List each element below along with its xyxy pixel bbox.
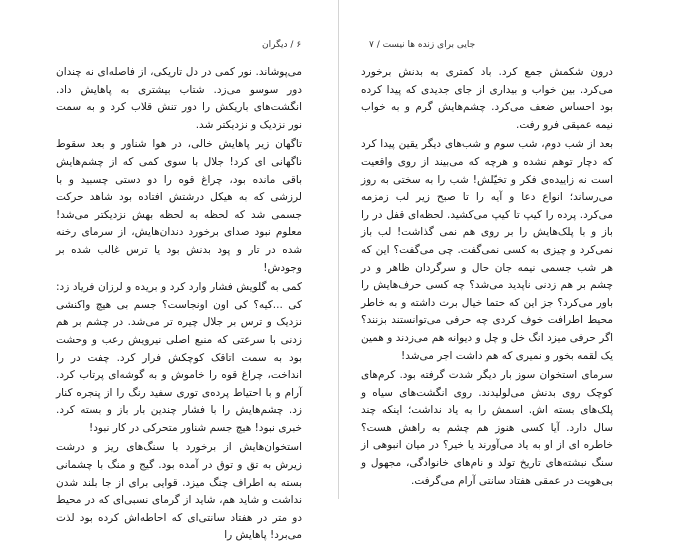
left-page-body <box>56 64 302 545</box>
paragraph: درون شکمش جمع کرد. باد کمتری به بدنش برخورد می‌کرد. بین خواب و بیداری از جای جدیدی که پیدا کرده بود احساس ضعف می‌کرد. چشم‌هایش گرم و به خواب نیمه عمیقی فرو رفت. <box>361 66 613 131</box>
paragraph: بعد از شب دوم، شب سوم و شب‌های دیگر یقین پیدا کرد که دچار توهم نشده و هرچه که می‌بیند از روی واقعیت است نه زاییده‌ی فکر و تخیّلش! شب را به سختی به روز می‌رساند؛ انواع دعا و آیه را تا صبح زیر لب زمزمه می‌کرد. پرده را کیپ تا کیپ می‌کشید. لحظه‌ای قفل در را باز و با پلک‌هایش را بر روی هم نمی گذاشت! لب باز نمی‌کرد و چیزی به کسی نمی‌گفت. چی می‌گفت؟ این که هر شب جسمی نیمه جان حال و سرگردان ظاهر و در چشم بر هم زدنی ناپدید می‌شد؟ چه کسی حرف‌هایش را باور می‌کرد؟ جز این که حتما خیال برت داشته و به خاطر محیط اطرافت خوف کردی چه حرفی می‌توانستند بزنند؟ اگر حرفی میزد انگ خل و چل و دیوانه هم می‌زدند و همین یک لقمه بخور و نمیری که هم داشت اجر می‌شد! <box>361 138 613 362</box>
left-page-header: ۶ / دیگران <box>262 40 302 50</box>
paragraph: تاگهان زیر پاهایش خالی، در هوا شناور و بعد سقوط ناگهانی ای کرد! جلال با سوی کمی که از چشم‌هایش باقی مانده بود، چراغ قوه را دو دستی چسبید و با لرزشی که به هیکل درشتش افتاده بود شاهد حرکت جسمی شد که لحظه به لحظه بهش نزدیکتر می‌شد! معلوم نبود صدای برخورد دندان‌هایش، از سرمای رخنه شده در تار و پود بدنش بود یا ترس غالب شده بر وجودش! <box>56 138 302 274</box>
right-page <box>339 0 682 499</box>
left-page <box>0 0 339 542</box>
right-page-body <box>361 64 613 490</box>
right-page-header: جایی برای زنده ها نیست / ۷ <box>369 40 476 50</box>
paragraph: می‌پوشاند. نور کمی در دل تاریکی، از فاصله‌ای نه چندان دور سوسو می‌زد. شتاب بیشتری به پاهایش داد. انگشت‌های باریکش را دور تنش قلاب کرد و به سمت نور نزدیک و نزدیکتر شد. <box>56 66 302 131</box>
paragraph: سرمای استخوان سوز بار دیگر شدت گرفته بود. کرم‌های کوچک روی بدنش می‌لولیدند. روی انگشت‌های سیاه و پلک‌های بسته اش. اسمش را به یاد نداشت؛ اینکه چند سال دارد. آیا کسی هنوز هم چشم به راهش هست؟ خاطره ای از او به یاد می‌آورند یا خیر؟ در میان انبوهی از سنگ نبشته‌های تاریخ تولد و نام‌های خانوادگی، مجهول و بی‌هویت در عمقی هفتاد سانتی آرام می‌گرفت. <box>361 369 613 487</box>
paragraph: کمی به گلویش فشار وارد کرد و بریده و لرزان فریاد زد: کی ...کیه؟ کی اون اونجاست؟ جسم بی هیچ واکنشی نزدیک و ترس بر جلال چیره تر می‌شد. در چشم بر هم زدنی با سرعتی که منبع اصلی نیرویش رعب و وحشت بود به سمت اتاقک کوچکش فرار کرد. چفت در را انداخت، چراغ قوه را خاموش و به گوشه‌ای پرتاب کرد. آرام و با احتیاط پرده‌ی توری سفید رنگ را از پنجره کنار زد. چشم‌هایش را با فشار چندین بار باز و بسته کرد. خبری نبود! هیچ جسم شناور متحرکی در کار نبود! <box>56 281 302 434</box>
paragraph: استخوان‌هایش از برخورد با سنگ‌های ریز و درشت زیرش به تق و توق در آمده بود. گیج و منگ با چشمانی بسته به اطراف چنگ میزد. قوایی برای از جا بلند شدن نداشت و شاید هم، شاید از گرمای نسبی‌ای که در محیط دو متر در هفتاد سانتی‌ای که احاطه‌اش کرده بود لذت می‌برد! پاهایش را <box>56 441 302 542</box>
